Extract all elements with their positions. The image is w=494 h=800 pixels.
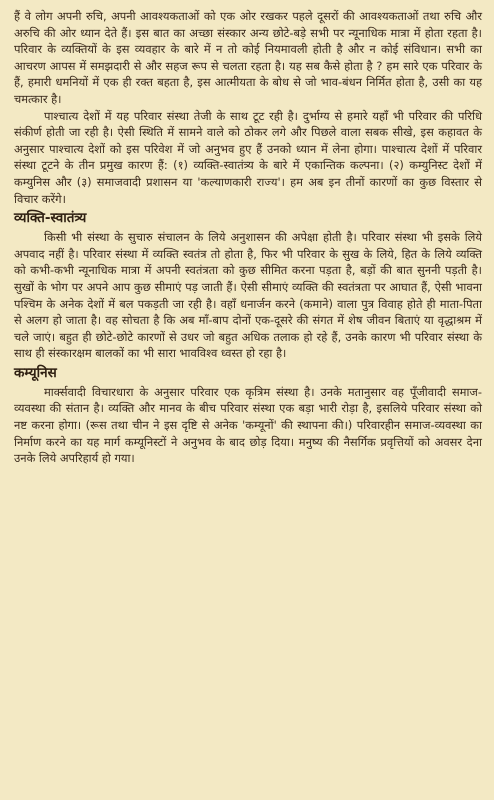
paragraph-communism: मार्क्सवादी विचारधारा के अनुसार परिवार एक कृत्रिम संस्था है। उनके मतानुसार वह पूँजीवादी समाज-व्यवस्था की संतान है। व्यक्ति और मानव के बीच परिवार संस्था एक बड़ा भारी रोड़ा है, इसलिये परिवार संस्था को नष्ट करना होगा। (रूस तथा चीन ने इस दृष्टि से अनेक 'कम्यूनों' की स्थापना की।) परिवारहीन समाज-व्यवस्था का निर्माण करने का यह मार्ग कम्यूनिस्टों ने अनुभव के बाद छोड़ दिया। मनुष्य की नैसर्गिक प्रवृत्तियों को अवसर देना उनके लिये अपरिहार्य हो गया। bbox=[14, 384, 482, 466]
section-heading-individual-freedom: व्यक्ति-स्वातंत्र्य bbox=[14, 210, 87, 227]
section-heading-communism: कम्यूनिस bbox=[14, 364, 57, 381]
paragraph-individual-freedom: किसी भी संस्था के सुचारु संचालन के लिये अनुशासन की अपेक्षा होती है। परिवार संस्था भी इसके लिये अपवाद नहीं है। परिवार संस्था में व्यक्ति स्वतंत्र तो होता है, फिर भी परिवार के सुख के लिये, हित के लिये व्यक्ति को कभी-कभी न्यूनाधिक मात्रा में अपनी स्वतंत्रता को कुछ सीमित करना पड़ता है, बड़ों की बात सुननी पड़ती है। सुखों के भोग पर अपने आप कुछ सीमाएं पड़ जाती हैं। ऐसी सीमाएं व्यक्ति की स्वतंत्रता पर आघात हैं, ऐसी भावना पश्चिम के अनेक देशों में बल पकड़ती जा रही है। वहाँ धनार्जन करने (कमाने) वाला पुत्र विवाह होते ही माता-पिता से अलग हो जाता है। वह सोचता है कि अब माँ-बाप दोनों एक-दूसरे की संगत में शेष जीवन बिताएं या वृद्धाश्रम में चले जाएं। बहुत ही छोटे-छोटे कारणों से उधर जो बहुत अधिक तलाक हो रहे हैं, उनके कारण भी परिवार संस्था के साथ ही संस्कारक्षम बालकों का भी सारा भावविश्व ध्वस्त हो रहा है। bbox=[14, 230, 482, 361]
paragraph-intro: हैं वे लोग अपनी रुचि, अपनी आवश्यकताओं को एक ओर रखकर पहले दूसरों की आवश्यकताओं तथा रुचि और अरुचि की ओर ध्यान देते हैं। इस बात का अच्छा संस्कार अन्य छोटे-बड़े सभी पर न्यूनाधिक मात्रा में होता रहता है। परिवार के व्यक्तियों के इस व्यवहार के बारे में न तो कोई नियमावली होती है और न कोई संविधान। सभी का आचरण आपस में समझदारी से और सहज रूप से चलता रहता है। यह सब कैसे होता है ? हम सारे एक परिवार के हैं, हमारी धमनियों में एक ही रक्त बहता है, इस आत्मीयता के बोध से जो भाव-बंधन निर्मित होता है, उसी का यह चमत्कार है। bbox=[14, 9, 482, 106]
paragraph-western-families: पाश्चात्य देशों में यह परिवार संस्था तेजी के साथ टूट रही है। दुर्भाग्य से हमारे यहाँ भी परिवार की परिधि संकीर्ण होती जा रही है। ऐसी स्थिति में सामने वाले को ठोकर लगे और पिछले वाला सबक सीखे, इस कहावत के अनुसार पाश्चात्य देशों को इस परिवेश में जो अनुभव हुए हैं उनको ध्यान में लेना होगा। पाश्चात्य देशों में परिवार संस्था टूटने के तीन प्रमुख कारण हैं: (१) व्यक्ति-स्वातंत्र्य के बारे में एकान्तिक कल्पना। (२) कम्युनिस्ट देशों में कम्युनिस और (३) समाजवादी प्रशासन या 'कल्याणकारी राज्य'। हम अब इन तीनों कारणों का कुछ विस्तार से विचार करेंगे। bbox=[14, 108, 482, 206]
